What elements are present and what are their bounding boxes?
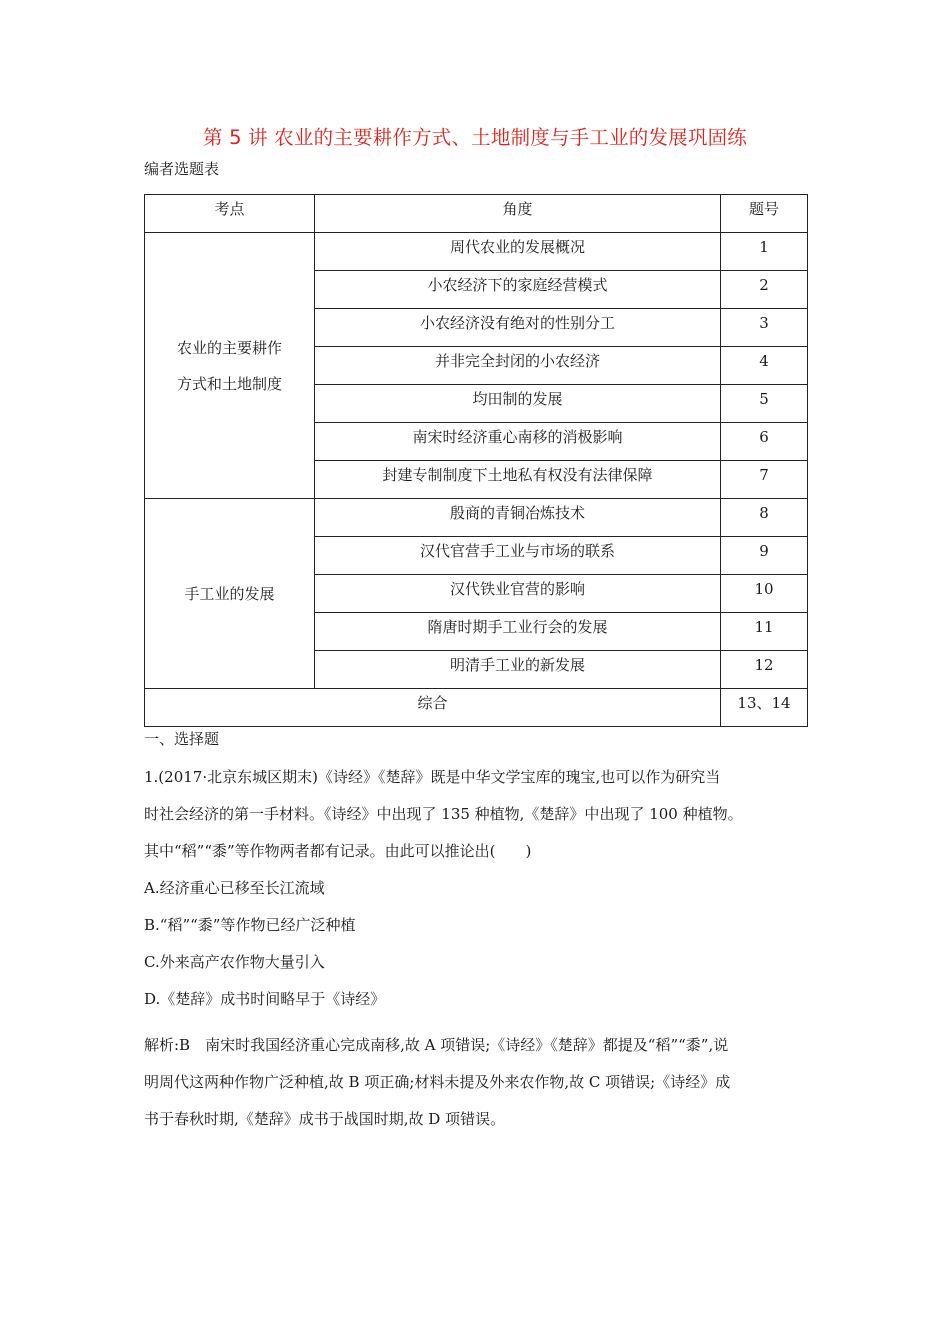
angle-cell: 均田制的发展 — [315, 385, 721, 423]
table-row — [145, 233, 808, 271]
summary-number: 13、14 — [721, 689, 808, 727]
option-a: A.经济重心已移至长江流域 — [144, 879, 325, 897]
header-number: 题号 — [721, 195, 808, 233]
answer-analysis — [144, 1027, 806, 1138]
angle-cell: 周代农业的发展概况 — [315, 233, 721, 271]
analysis-line: 明周代这两种作物广泛种植,故 B 项正确;材料未提及外来农作物,故 C 项错误;《诗经》成 — [144, 1073, 731, 1091]
page-title: 第 5 讲 农业的主要耕作方式、土地制度与手工业的发展巩固练 — [202, 126, 747, 149]
topic-line: 手工业的发展 — [184, 584, 275, 603]
number-cell: 9 — [721, 537, 808, 575]
number-cell: 12 — [721, 651, 808, 689]
angle-cell: 明清手工业的新发展 — [315, 651, 721, 689]
topic-line: 方式和土地制度 — [176, 374, 282, 393]
angle-cell: 小农经济没有绝对的性别分工 — [315, 309, 721, 347]
number-cell: 5 — [721, 385, 808, 423]
analysis-line: 解析:B 南宋时我国经济重心完成南移,故 A 项错误;《诗经》《楚辞》都提及“稻”“黍”,说 — [144, 1036, 729, 1054]
number-cell: 2 — [721, 271, 808, 309]
summary-label: 综合 — [145, 689, 721, 727]
header-topic: 考点 — [145, 195, 315, 233]
number-cell: 3 — [721, 309, 808, 347]
section-heading: 一、选择题 — [144, 730, 220, 748]
angle-cell: 并非完全封闭的小农经济 — [315, 347, 721, 385]
header-angle: 角度 — [315, 195, 721, 233]
topic-selection-table — [144, 194, 808, 727]
table-caption: 编者选题表 — [144, 160, 220, 178]
number-cell: 6 — [721, 423, 808, 461]
number-cell: 8 — [721, 499, 808, 537]
topic-line: 农业的主要耕作 — [176, 338, 282, 357]
number-cell: 1 — [721, 233, 808, 271]
option-b: B.“稻”“黍”等作物已经广泛种植 — [144, 916, 356, 934]
number-cell: 7 — [721, 461, 808, 499]
question-line: 1.(2017·北京东城区期末)《诗经》《楚辞》既是中华文学宝库的瑰宝,也可以作为研究当 — [144, 768, 721, 786]
number-cell: 10 — [721, 575, 808, 613]
topic-cell-agriculture — [145, 233, 315, 499]
angle-cell: 殷商的青铜冶炼技术 — [315, 499, 721, 537]
angle-cell: 隋唐时期手工业行会的发展 — [315, 613, 721, 651]
angle-cell: 汉代铁业官营的影响 — [315, 575, 721, 613]
angle-cell: 封建专制制度下土地私有权没有法律保障 — [315, 461, 721, 499]
question-1 — [144, 759, 806, 1018]
table-row — [145, 499, 808, 537]
number-cell: 11 — [721, 613, 808, 651]
angle-cell: 汉代官营手工业与市场的联系 — [315, 537, 721, 575]
angle-cell: 南宋时经济重心南移的消极影响 — [315, 423, 721, 461]
option-d: D.《楚辞》成书时间略早于《诗经》 — [144, 990, 386, 1008]
question-line: 时社会经济的第一手材料。《诗经》中出现了 135 种植物,《楚辞》中出现了 100 种植物。 — [144, 805, 743, 823]
number-cell: 4 — [721, 347, 808, 385]
table-header-row — [145, 195, 808, 233]
topic-cell-handicraft — [145, 499, 315, 689]
question-line: 其中“稻”“黍”等作物两者都有记录。由此可以推论出( ) — [144, 842, 532, 860]
analysis-line: 书于春秋时期,《楚辞》成书于战国时期,故 D 项错误。 — [144, 1110, 506, 1128]
angle-cell: 小农经济下的家庭经营模式 — [315, 271, 721, 309]
option-c: C.外来高产农作物大量引入 — [144, 953, 325, 971]
